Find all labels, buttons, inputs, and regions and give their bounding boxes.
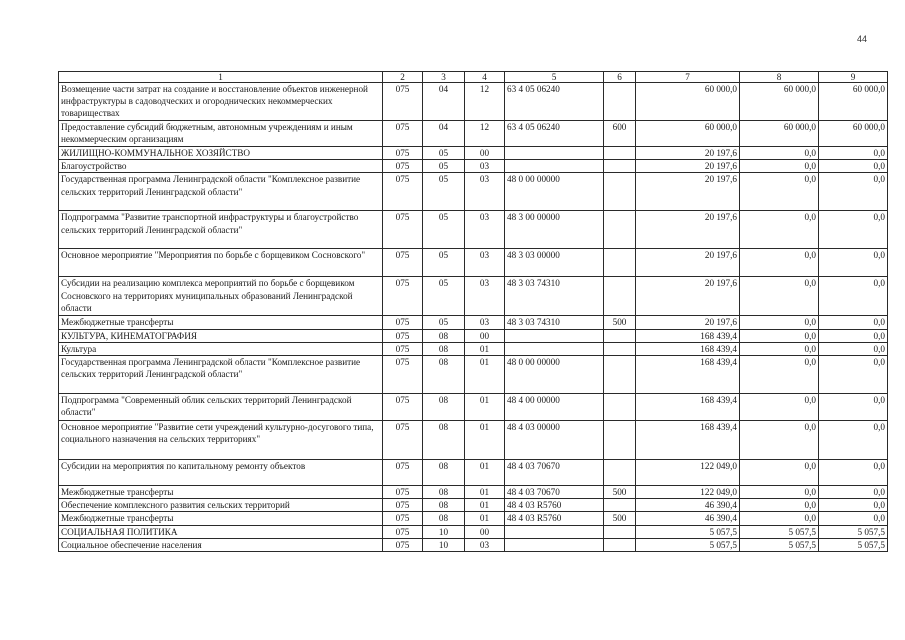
amount-col8: 5 057,5 bbox=[740, 525, 819, 538]
amount-col9: 0,0 bbox=[819, 512, 888, 525]
target-article: 63 4 05 06240 bbox=[505, 121, 604, 147]
target-article: 48 3 03 74310 bbox=[505, 277, 604, 316]
row-name: Субсидии на реализацию комплекса мероприятий по борьбе с борщевиком Сосновского на территориях муниципальных образований Ленинградской области bbox=[59, 277, 383, 316]
grbs-code: 075 bbox=[383, 147, 423, 160]
amount-col9: 0,0 bbox=[819, 147, 888, 160]
header-cell: 3 bbox=[423, 72, 465, 83]
expense-type bbox=[604, 249, 636, 277]
table-row bbox=[59, 486, 888, 499]
amount-col7: 5 057,5 bbox=[636, 525, 740, 538]
amount-col7: 20 197,6 bbox=[636, 160, 740, 173]
subsection-code: 03 bbox=[465, 538, 505, 551]
table-row bbox=[59, 173, 888, 211]
grbs-code: 075 bbox=[383, 538, 423, 551]
expense-type bbox=[604, 342, 636, 355]
grbs-code: 075 bbox=[383, 173, 423, 211]
expense-type bbox=[604, 160, 636, 173]
grbs-code: 075 bbox=[383, 512, 423, 525]
section-code: 08 bbox=[423, 342, 465, 355]
section-code: 05 bbox=[423, 211, 465, 249]
table-row bbox=[59, 394, 888, 421]
expense-type bbox=[604, 83, 636, 121]
subsection-code: 03 bbox=[465, 316, 505, 329]
amount-col8: 0,0 bbox=[740, 512, 819, 525]
amount-col7: 122 049,0 bbox=[636, 460, 740, 486]
amount-col8: 0,0 bbox=[740, 249, 819, 277]
table-row bbox=[59, 329, 888, 342]
amount-col7: 168 439,4 bbox=[636, 342, 740, 355]
table-row bbox=[59, 160, 888, 173]
expense-type: 600 bbox=[604, 121, 636, 147]
expense-type bbox=[604, 394, 636, 421]
subsection-code: 12 bbox=[465, 121, 505, 147]
row-name: Обеспечение комплексного развития сельских территорий bbox=[59, 499, 383, 512]
grbs-code: 075 bbox=[383, 211, 423, 249]
amount-col7: 20 197,6 bbox=[636, 277, 740, 316]
amount-col7: 168 439,4 bbox=[636, 394, 740, 421]
grbs-code: 075 bbox=[383, 342, 423, 355]
subsection-code: 03 bbox=[465, 160, 505, 173]
expense-type: 500 bbox=[604, 486, 636, 499]
target-article bbox=[505, 525, 604, 538]
target-article: 48 4 03 00000 bbox=[505, 421, 604, 460]
amount-col7: 168 439,4 bbox=[636, 329, 740, 342]
grbs-code: 075 bbox=[383, 329, 423, 342]
row-name: Культура bbox=[59, 342, 383, 355]
amount-col7: 46 390,4 bbox=[636, 499, 740, 512]
table-row bbox=[59, 356, 888, 394]
budget-table bbox=[58, 71, 888, 552]
amount-col8: 60 000,0 bbox=[740, 83, 819, 121]
amount-col9: 0,0 bbox=[819, 499, 888, 512]
amount-col8: 0,0 bbox=[740, 160, 819, 173]
amount-col7: 20 197,6 bbox=[636, 249, 740, 277]
target-article: 48 0 00 00000 bbox=[505, 356, 604, 394]
target-article: 63 4 05 06240 bbox=[505, 83, 604, 121]
grbs-code: 075 bbox=[383, 421, 423, 460]
amount-col7: 20 197,6 bbox=[636, 211, 740, 249]
row-name: ЖИЛИЩНО-КОММУНАЛЬНОЕ ХОЗЯЙСТВО bbox=[59, 147, 383, 160]
subsection-code: 00 bbox=[465, 525, 505, 538]
table-row bbox=[59, 512, 888, 525]
row-name: Межбюджетные трансферты bbox=[59, 512, 383, 525]
target-article: 48 3 03 00000 bbox=[505, 249, 604, 277]
subsection-code: 00 bbox=[465, 329, 505, 342]
grbs-code: 075 bbox=[383, 316, 423, 329]
amount-col9: 0,0 bbox=[819, 173, 888, 211]
expense-type: 500 bbox=[604, 512, 636, 525]
grbs-code: 075 bbox=[383, 460, 423, 486]
amount-col9: 60 000,0 bbox=[819, 83, 888, 121]
amount-col9: 0,0 bbox=[819, 277, 888, 316]
target-article: 48 4 03 R5760 bbox=[505, 512, 604, 525]
amount-col7: 60 000,0 bbox=[636, 121, 740, 147]
amount-col8: 0,0 bbox=[740, 356, 819, 394]
table-row bbox=[59, 249, 888, 277]
header-cell: 4 bbox=[465, 72, 505, 83]
section-code: 08 bbox=[423, 329, 465, 342]
subsection-code: 03 bbox=[465, 211, 505, 249]
amount-col8: 60 000,0 bbox=[740, 121, 819, 147]
target-article bbox=[505, 160, 604, 173]
amount-col8: 0,0 bbox=[740, 342, 819, 355]
amount-col7: 20 197,6 bbox=[636, 316, 740, 329]
row-name: Государственная программа Ленинградской области "Комплексное развитие сельских территорий Ленинградской области" bbox=[59, 173, 383, 211]
table-row bbox=[59, 342, 888, 355]
header-cell: 5 bbox=[505, 72, 604, 83]
amount-col9: 0,0 bbox=[819, 316, 888, 329]
section-code: 08 bbox=[423, 486, 465, 499]
row-name: Возмещение части затрат на создание и восстановление объектов инженерной инфраструктуры в садоводческих и огороднических некоммерческих товариществах bbox=[59, 83, 383, 121]
table-row bbox=[59, 421, 888, 460]
grbs-code: 075 bbox=[383, 486, 423, 499]
amount-col9: 0,0 bbox=[819, 342, 888, 355]
section-code: 08 bbox=[423, 394, 465, 421]
grbs-code: 075 bbox=[383, 499, 423, 512]
row-name: СОЦИАЛЬНАЯ ПОЛИТИКА bbox=[59, 525, 383, 538]
section-code: 05 bbox=[423, 249, 465, 277]
subsection-code: 01 bbox=[465, 421, 505, 460]
grbs-code: 075 bbox=[383, 394, 423, 421]
amount-col9: 5 057,5 bbox=[819, 538, 888, 551]
amount-col9: 0,0 bbox=[819, 356, 888, 394]
table-row bbox=[59, 83, 888, 121]
expense-type bbox=[604, 211, 636, 249]
target-article: 48 3 03 74310 bbox=[505, 316, 604, 329]
amount-col8: 0,0 bbox=[740, 486, 819, 499]
row-name: Основное мероприятие "Мероприятия по борьбе с борщевиком Сосновского" bbox=[59, 249, 383, 277]
row-name: Предоставление субсидий бюджетным, автономным учреждениям и иным некоммерческим организациям bbox=[59, 121, 383, 147]
subsection-code: 12 bbox=[465, 83, 505, 121]
amount-col8: 0,0 bbox=[740, 277, 819, 316]
amount-col8: 0,0 bbox=[740, 316, 819, 329]
header-cell: 1 bbox=[59, 72, 383, 83]
subsection-code: 00 bbox=[465, 147, 505, 160]
expense-type bbox=[604, 421, 636, 460]
section-code: 10 bbox=[423, 538, 465, 551]
subsection-code: 01 bbox=[465, 394, 505, 421]
grbs-code: 075 bbox=[383, 277, 423, 316]
grbs-code: 075 bbox=[383, 83, 423, 121]
amount-col9: 0,0 bbox=[819, 394, 888, 421]
amount-col8: 0,0 bbox=[740, 394, 819, 421]
amount-col7: 168 439,4 bbox=[636, 421, 740, 460]
header-row bbox=[59, 72, 888, 83]
expense-type: 500 bbox=[604, 316, 636, 329]
amount-col9: 0,0 bbox=[819, 460, 888, 486]
subsection-code: 01 bbox=[465, 512, 505, 525]
page-number: 44 bbox=[857, 34, 868, 44]
header-cell: 2 bbox=[383, 72, 423, 83]
section-code: 08 bbox=[423, 499, 465, 512]
row-name: Подпрограмма "Современный облик сельских территорий Ленинградской области" bbox=[59, 394, 383, 421]
amount-col8: 0,0 bbox=[740, 173, 819, 211]
table-row bbox=[59, 277, 888, 316]
table-row bbox=[59, 316, 888, 329]
amount-col8: 0,0 bbox=[740, 460, 819, 486]
target-article: 48 4 03 70670 bbox=[505, 460, 604, 486]
section-code: 04 bbox=[423, 121, 465, 147]
amount-col8: 0,0 bbox=[740, 421, 819, 460]
expense-type bbox=[604, 329, 636, 342]
target-article bbox=[505, 342, 604, 355]
subsection-code: 01 bbox=[465, 460, 505, 486]
amount-col8: 0,0 bbox=[740, 211, 819, 249]
grbs-code: 075 bbox=[383, 356, 423, 394]
subsection-code: 01 bbox=[465, 342, 505, 355]
subsection-code: 03 bbox=[465, 277, 505, 316]
expense-type bbox=[604, 499, 636, 512]
amount-col7: 20 197,6 bbox=[636, 173, 740, 211]
header-cell: 8 bbox=[740, 72, 819, 83]
row-name: Субсидии на мероприятия по капитальному ремонту объектов bbox=[59, 460, 383, 486]
expense-type bbox=[604, 460, 636, 486]
section-code: 08 bbox=[423, 460, 465, 486]
grbs-code: 075 bbox=[383, 525, 423, 538]
amount-col9: 0,0 bbox=[819, 211, 888, 249]
target-article: 48 4 03 70670 bbox=[505, 486, 604, 499]
amount-col9: 0,0 bbox=[819, 421, 888, 460]
amount-col7: 5 057,5 bbox=[636, 538, 740, 551]
amount-col9: 0,0 bbox=[819, 249, 888, 277]
table-row bbox=[59, 121, 888, 147]
amount-col8: 0,0 bbox=[740, 499, 819, 512]
header-cell: 6 bbox=[604, 72, 636, 83]
target-article bbox=[505, 147, 604, 160]
section-code: 05 bbox=[423, 160, 465, 173]
section-code: 10 bbox=[423, 525, 465, 538]
row-name: Основное мероприятие "Развитие сети учреждений культурно-досугового типа, социального назначения на сельских территориях" bbox=[59, 421, 383, 460]
amount-col7: 60 000,0 bbox=[636, 83, 740, 121]
amount-col7: 46 390,4 bbox=[636, 512, 740, 525]
amount-col9: 0,0 bbox=[819, 329, 888, 342]
target-article: 48 4 00 00000 bbox=[505, 394, 604, 421]
row-name: Государственная программа Ленинградской области "Комплексное развитие сельских территорий Ленинградской области" bbox=[59, 356, 383, 394]
row-name: КУЛЬТУРА, КИНЕМАТОГРАФИЯ bbox=[59, 329, 383, 342]
expense-type bbox=[604, 525, 636, 538]
section-code: 04 bbox=[423, 83, 465, 121]
row-name: Подпрограмма "Развитие транспортной инфраструктуры и благоустройство сельских территорий Ленинградской области" bbox=[59, 211, 383, 249]
section-code: 05 bbox=[423, 277, 465, 316]
target-article: 48 0 00 00000 bbox=[505, 173, 604, 211]
subsection-code: 03 bbox=[465, 249, 505, 277]
amount-col8: 5 057,5 bbox=[740, 538, 819, 551]
row-name: Социальное обеспечение населения bbox=[59, 538, 383, 551]
target-article: 48 3 00 00000 bbox=[505, 211, 604, 249]
amount-col7: 20 197,6 bbox=[636, 147, 740, 160]
header-cell: 7 bbox=[636, 72, 740, 83]
target-article bbox=[505, 538, 604, 551]
section-code: 08 bbox=[423, 356, 465, 394]
expense-type bbox=[604, 173, 636, 211]
subsection-code: 01 bbox=[465, 499, 505, 512]
subsection-code: 03 bbox=[465, 173, 505, 211]
amount-col9: 0,0 bbox=[819, 160, 888, 173]
section-code: 05 bbox=[423, 316, 465, 329]
row-name: Межбюджетные трансферты bbox=[59, 486, 383, 499]
amount-col9: 0,0 bbox=[819, 486, 888, 499]
expense-type bbox=[604, 277, 636, 316]
expense-type bbox=[604, 538, 636, 551]
table-row bbox=[59, 147, 888, 160]
amount-col8: 0,0 bbox=[740, 329, 819, 342]
target-article bbox=[505, 329, 604, 342]
section-code: 08 bbox=[423, 512, 465, 525]
section-code: 05 bbox=[423, 173, 465, 211]
table-row bbox=[59, 499, 888, 512]
header-cell: 9 bbox=[819, 72, 888, 83]
subsection-code: 01 bbox=[465, 356, 505, 394]
grbs-code: 075 bbox=[383, 249, 423, 277]
expense-type bbox=[604, 147, 636, 160]
amount-col7: 168 439,4 bbox=[636, 356, 740, 394]
table-row bbox=[59, 211, 888, 249]
grbs-code: 075 bbox=[383, 160, 423, 173]
subsection-code: 01 bbox=[465, 486, 505, 499]
row-name: Благоустройство bbox=[59, 160, 383, 173]
expense-type bbox=[604, 356, 636, 394]
amount-col7: 122 049,0 bbox=[636, 486, 740, 499]
amount-col9: 60 000,0 bbox=[819, 121, 888, 147]
section-code: 05 bbox=[423, 147, 465, 160]
amount-col8: 0,0 bbox=[740, 147, 819, 160]
target-article: 48 4 03 R5760 bbox=[505, 499, 604, 512]
row-name: Межбюджетные трансферты bbox=[59, 316, 383, 329]
table-row bbox=[59, 460, 888, 486]
section-code: 08 bbox=[423, 421, 465, 460]
grbs-code: 075 bbox=[383, 121, 423, 147]
table-row bbox=[59, 525, 888, 538]
amount-col9: 5 057,5 bbox=[819, 525, 888, 538]
table-row bbox=[59, 538, 888, 551]
